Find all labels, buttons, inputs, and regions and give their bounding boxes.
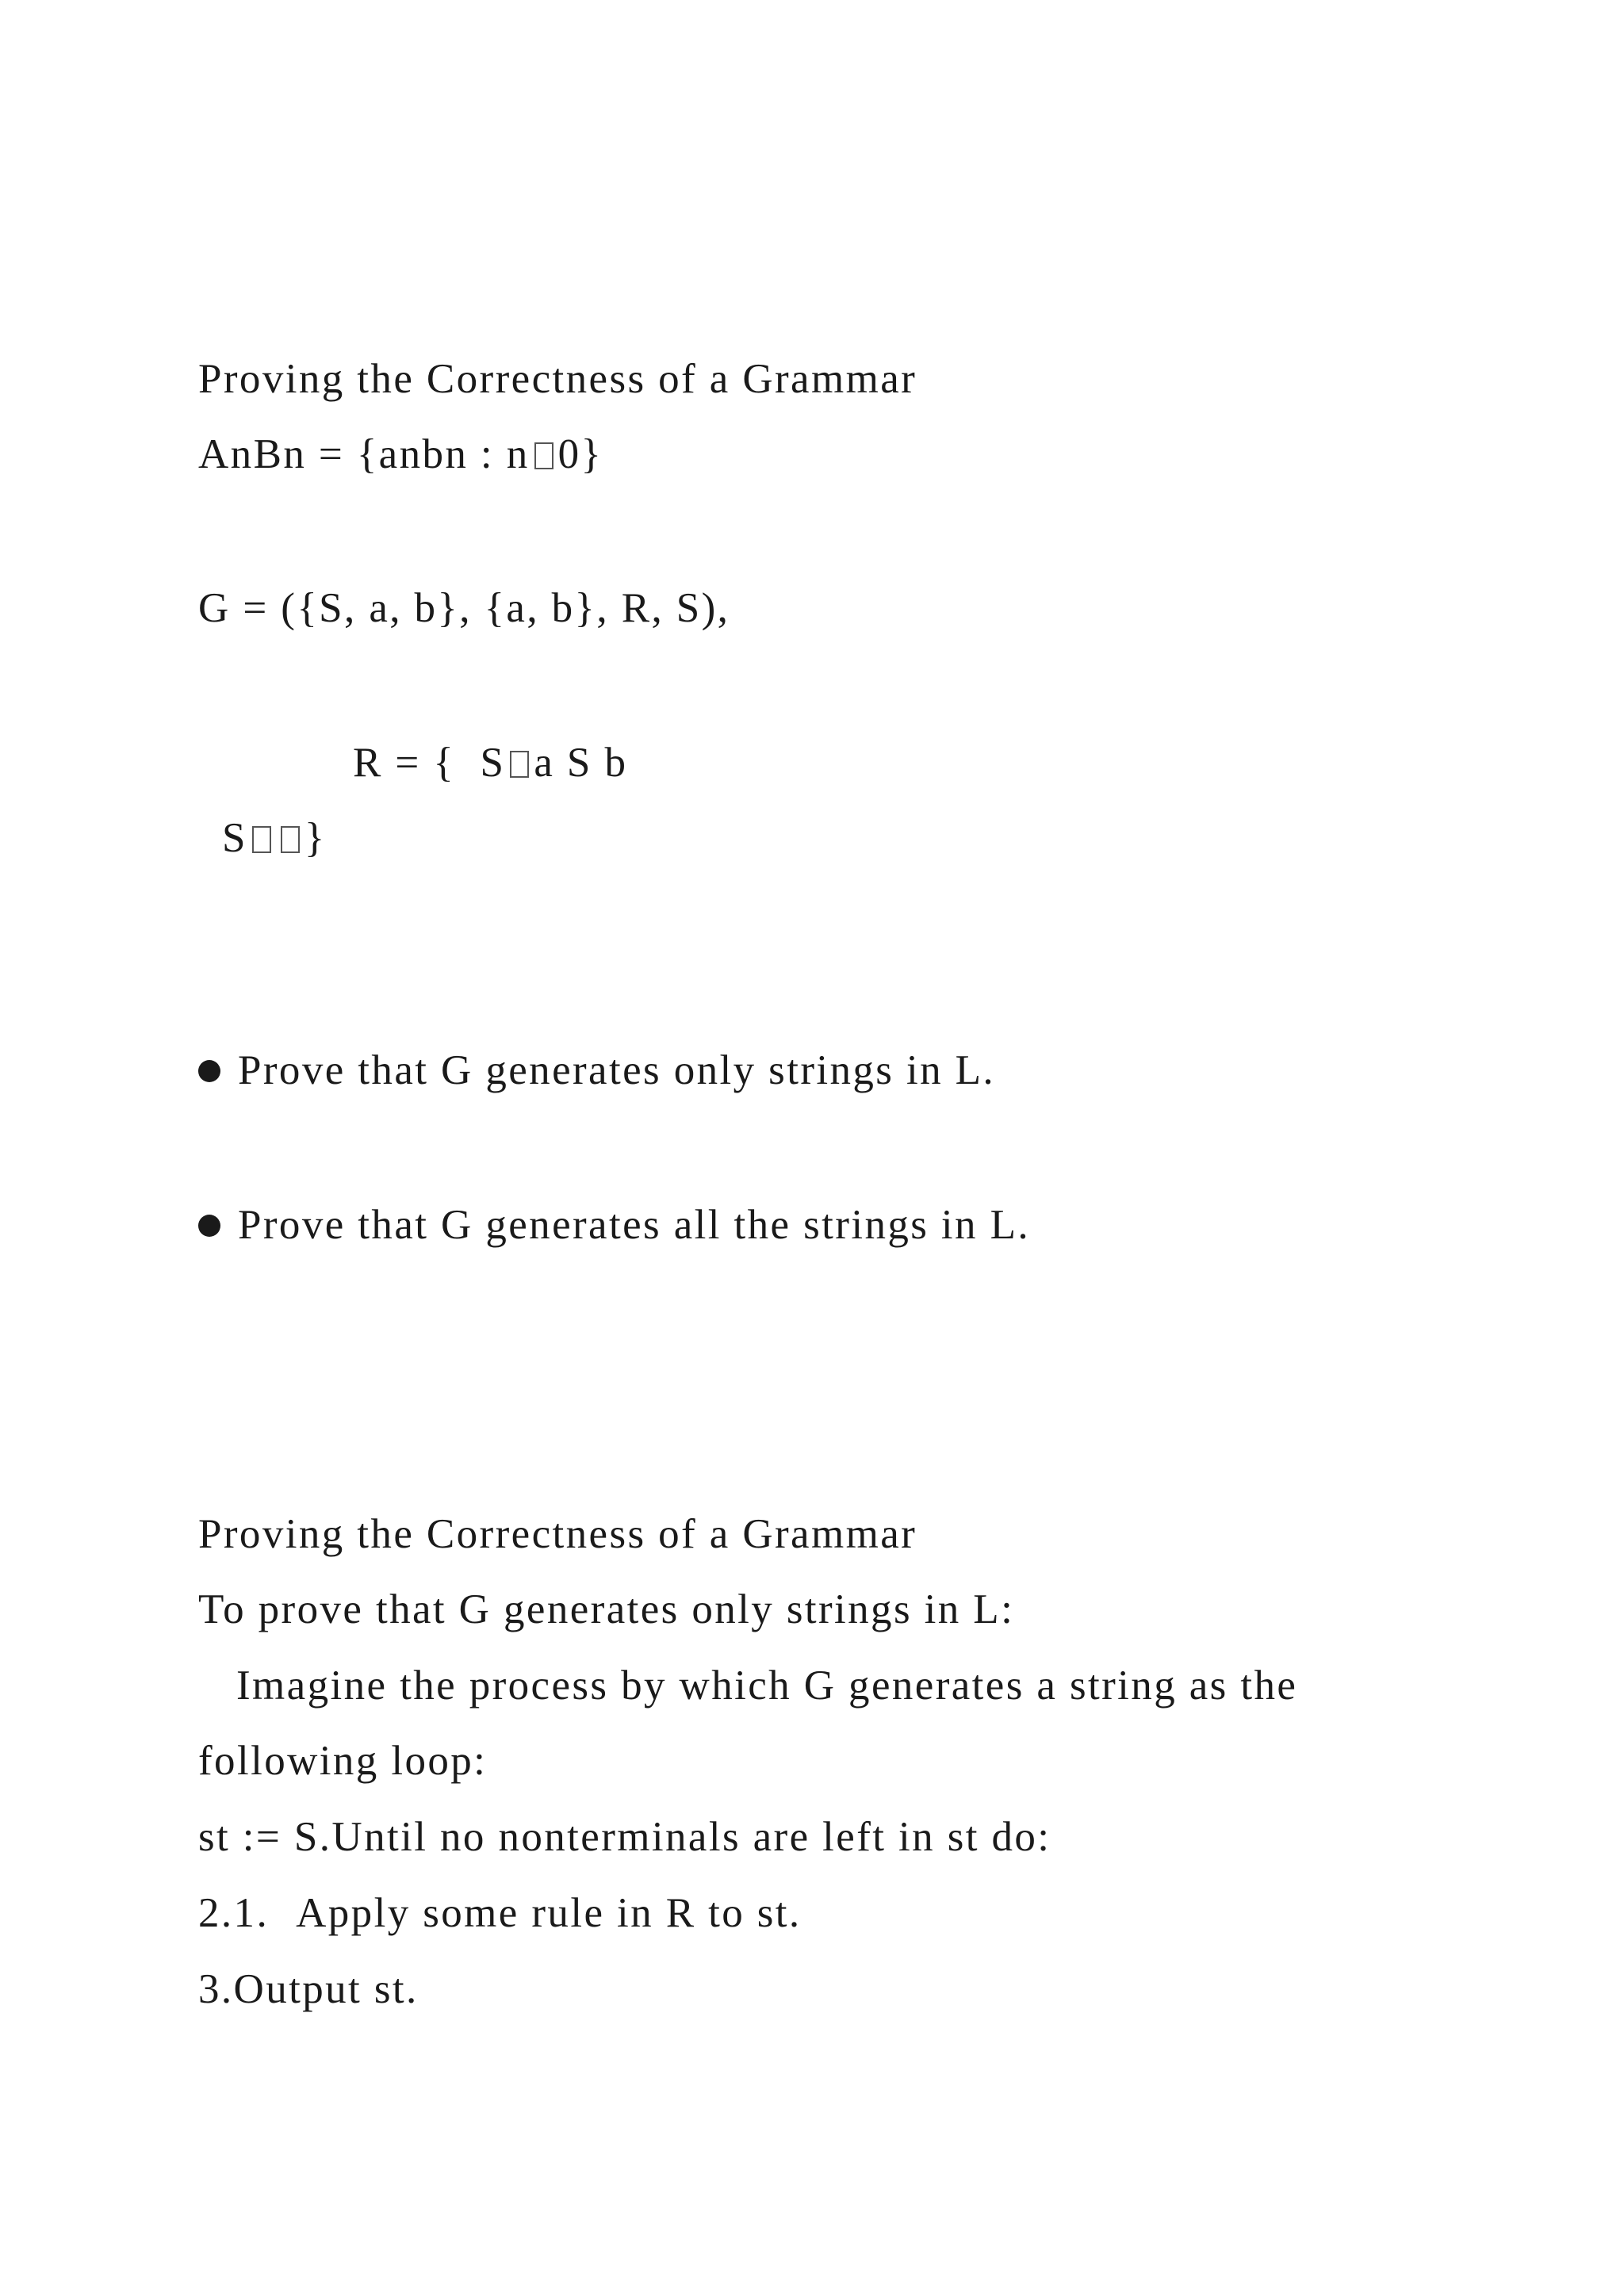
bullet-icon bbox=[198, 1060, 220, 1082]
loop-step-3: 3.Output st. bbox=[198, 1966, 419, 2012]
rule-1-rhs: a S b bbox=[534, 740, 628, 786]
language-definition-suffix: 0} bbox=[557, 431, 603, 477]
slide2-title: Proving the Correctness of a Grammar bbox=[198, 1511, 917, 1557]
arrow-missing-glyph-icon bbox=[510, 751, 529, 778]
missing-glyph-icon bbox=[534, 442, 553, 469]
loop-step-2-number: 2.1. bbox=[198, 1890, 270, 1936]
language-definition-prefix: AnBn = {anbn : n bbox=[198, 431, 530, 477]
language-definition bbox=[198, 429, 603, 480]
epsilon-missing-glyph-icon bbox=[281, 826, 300, 853]
rule-set-close: } bbox=[304, 815, 327, 861]
loop-step-2 bbox=[198, 1888, 802, 1938]
rule-set-line-1 bbox=[353, 737, 627, 788]
slide1-title: Proving the Correctness of a Grammar bbox=[198, 356, 917, 402]
imagine-process: Imagine the process by which G generates a string as the bbox=[236, 1663, 1298, 1709]
bullet-text: Prove that G generates only strings in L. bbox=[238, 1047, 996, 1093]
rule-set-prefix: R = { S bbox=[353, 740, 506, 786]
bullet-text: Prove that G generates all the strings in L. bbox=[238, 1202, 1031, 1248]
bullet-item bbox=[198, 1200, 1030, 1250]
proof-intro: To prove that G generates only strings in L: bbox=[198, 1586, 1015, 1632]
grammar-definition: G = ({S, a, b}, {a, b}, R, S), bbox=[198, 585, 730, 631]
rule-set-line-2 bbox=[222, 813, 327, 863]
loop-step-1: st := S.Until no nonterminals are left in st do: bbox=[198, 1814, 1051, 1860]
imagine-process-cont: following loop: bbox=[198, 1738, 488, 1784]
arrow-missing-glyph-icon bbox=[252, 826, 271, 853]
bullet-icon bbox=[198, 1215, 220, 1237]
bullet-item bbox=[198, 1045, 995, 1096]
loop-step-2-text: Apply some rule in R to st. bbox=[296, 1890, 802, 1936]
rule-2-lhs: S bbox=[222, 815, 247, 861]
